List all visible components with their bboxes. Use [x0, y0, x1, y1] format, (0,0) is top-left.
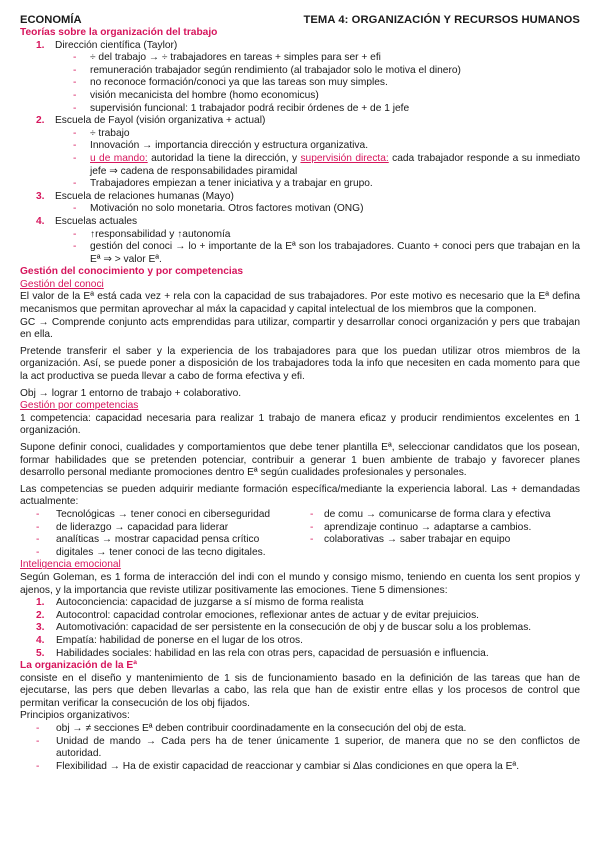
list-item: - remuneración trabajador según rendimiento (al trabajador solo le motiva el dinero) [73, 64, 461, 76]
list-item: - visión mecanicista del hombre (homo economicus) [73, 89, 319, 101]
document-page [20, 14, 580, 773]
subsection-title-conoci: Gestión del conoci [20, 278, 104, 290]
list-item: - colaborativas → saber trabajar en equipo [310, 534, 511, 546]
list-item: - ÷ del trabajo → ÷ trabajadores en tareas + simples para ser + efi [73, 52, 381, 64]
list-item: - de liderazgo → capacidad para liderar [36, 521, 229, 533]
list-item: - no reconoce formación/conoci ya que las tareas son muy simples. [73, 77, 388, 89]
subsection-title-competencias: Gestión por competencias [20, 400, 139, 412]
list-item: - de comu → comunicarse de forma clara y efectiva [310, 508, 551, 520]
list-item: - Unidad de mando → Cada pers ha de tener únicamente 1 superior, de manera que no se den conflictos de autoridad. [36, 735, 580, 760]
list-item: 4. Escuelas actuales [36, 215, 138, 227]
paragraph: Supone definir conoci, cualidades y comportamientos que debe tener plantilla Eª, seleccionar candidatos que los posean, formar habilidades que se pretenden potenciar, contribuir a generar 1 buen ambiente de trabajo y favorecer planes desarrollo personal mediante promociones dentro Eª según cualidades profesionales y personales. [20, 442, 580, 479]
list-item: 1. Dirección científica (Taylor) [36, 39, 178, 51]
list-item: - Motivación no solo monetaria. Otros factores motivan (ONG) [73, 203, 364, 215]
topic-title: TEMA 4: ORGANIZACIÓN Y RECURSOS HUMANOS [303, 14, 580, 26]
list-item: 2. Autocontrol: capacidad controlar emociones, reflexionar antes de actuar y de evitar prejuicios. [36, 609, 480, 621]
list-item: - ↑responsabilidad y ↑autonomía [73, 228, 231, 240]
list-item: - supervisión funcional: 1 trabajador podrá recibir órdenes de + de 1 jefe [73, 102, 410, 114]
section-title-knowledge: Gestión del conocimiento y por competencias [20, 266, 244, 278]
list-item: - Tecnológicas → tener conoci en ciberseguridad [36, 508, 271, 520]
paragraph: GC → Comprende conjunto acts emprendidas para utilizar, compartir y desarrollar conoci organización y pers que trabajan en ella. [20, 316, 580, 341]
list-item: - digitales → tener conoci de las tecno digitales. [36, 546, 266, 558]
competencies-left [20, 509, 310, 559]
section-title-theories: Teorías sobre la organización del trabajo [20, 27, 218, 38]
paragraph: Pretende transferir el saber y la experiencia de los trabajadores para que los puedan utilizar otros miembros de la organización. Así, se puede poner a disposición de los trabajadores toda la info que necesiten en cada momento para que la act productiva se pueda llevar a cabo de forma efectiva y efi. [20, 345, 580, 383]
list-item: - ÷ trabajo [73, 127, 130, 139]
subject-title: ECONOMÍA [20, 14, 82, 26]
page-header [20, 14, 580, 27]
term-supervision: supervisión directa: [300, 152, 389, 164]
list-item: - Innovación → importancia dirección y estructura organizativa. [73, 140, 369, 152]
list-item: - Trabajadores empiezan a tener iniciativa y a trabajar en grupo. [73, 178, 373, 190]
term-mando: u de mando: [90, 152, 148, 164]
paragraph: Las competencias se pueden adquirir mediante formación específica/mediante la experiencia laboral. Las + demandadas actualmente: [20, 483, 580, 508]
list-item: 4. Empatía: habilidad de ponerse en el lugar de los otros. [36, 634, 303, 646]
section-title-organization: La organización de la Eª [20, 660, 137, 672]
list-item: - analíticas → mostrar capacidad pensa crítico [36, 534, 260, 546]
paragraph: Obj → lograr 1 entorno de trabajo + colaborativo. [20, 387, 242, 399]
paragraph: 1 competencia: capacidad necesaria para realizar 1 trabajo de manera eficaz y producir rendimientos excelentes en 1 organización. [20, 412, 580, 437]
paragraph: Según Goleman, es 1 forma de interacción del indi con el mundo y consigo mismo, teniendo en cuenta los sent propios y ajenos, y la importancia que reviste utilizar positivamente las emociones. Tiene 5 dimensiones: [20, 571, 580, 596]
list-item: - obj → ≠ secciones Eª deben contribuir coordinadamente en la consecución del obj de esta. [36, 723, 467, 735]
list-item: 2. Escuela de Fayol (visión organizativa + actual) [36, 115, 266, 127]
competencies-right [310, 509, 580, 559]
competencies-columns [20, 509, 580, 559]
list-item: - u de mando: autoridad la tiene la dirección, y supervisión directa: cada trabajador responde a su inmediato jefe ⇒ cadena de responsabilidades piramidal [73, 152, 581, 177]
list-item: 3. Automotivación: capacidad de ser persistente en la consecución de obj y de buscar solu a los problemas. [36, 622, 532, 634]
list-item: 3. Escuela de relaciones humanas (Mayo) [36, 190, 234, 202]
list-item: - Flexibilidad → Ha de existir capacidad de reaccionar y cambiar si ∆las condiciones en que opera la Eª. [36, 760, 520, 772]
paragraph: consiste en el diseño y mantenimiento de 1 sis de funcionamiento basado en la definición de las tareas que han de ejecutarse, las pers que deben llevarlas a cabo, las rela que han de existir entre ellas y los procesos de control que permitan verificar la consecución de los obj fijados. [20, 672, 580, 709]
paragraph: El valor de la Eª está cada vez + rela con la capacidad de sus trabajadores. Por este motivo es necesario que la Eª defina mecanismos que permitan aprovechar al máx la capacidad y capital intelectual de los miembros que la componen. [20, 291, 580, 316]
list-item: 1. Autoconciencia: capacidad de juzgarse a sí mismo de forma realista [36, 597, 364, 609]
subsection-title-emotional: Inteligencia emocional [20, 559, 121, 571]
list-item: - gestión del conoci → lo + importante de la Eª son los trabajadores. Cuanto + conoci pers que trabajan en la Eª ⇒ > valor Eª. [73, 241, 580, 265]
list-item: 5. Habilidades sociales: habilidad en las rela con otras pers, capacidad de persuasión e influencia. [36, 647, 489, 659]
list-item: - aprendizaje continuo → adaptarse a cambios. [310, 521, 532, 533]
paragraph: Principios organizativos: [20, 710, 130, 722]
